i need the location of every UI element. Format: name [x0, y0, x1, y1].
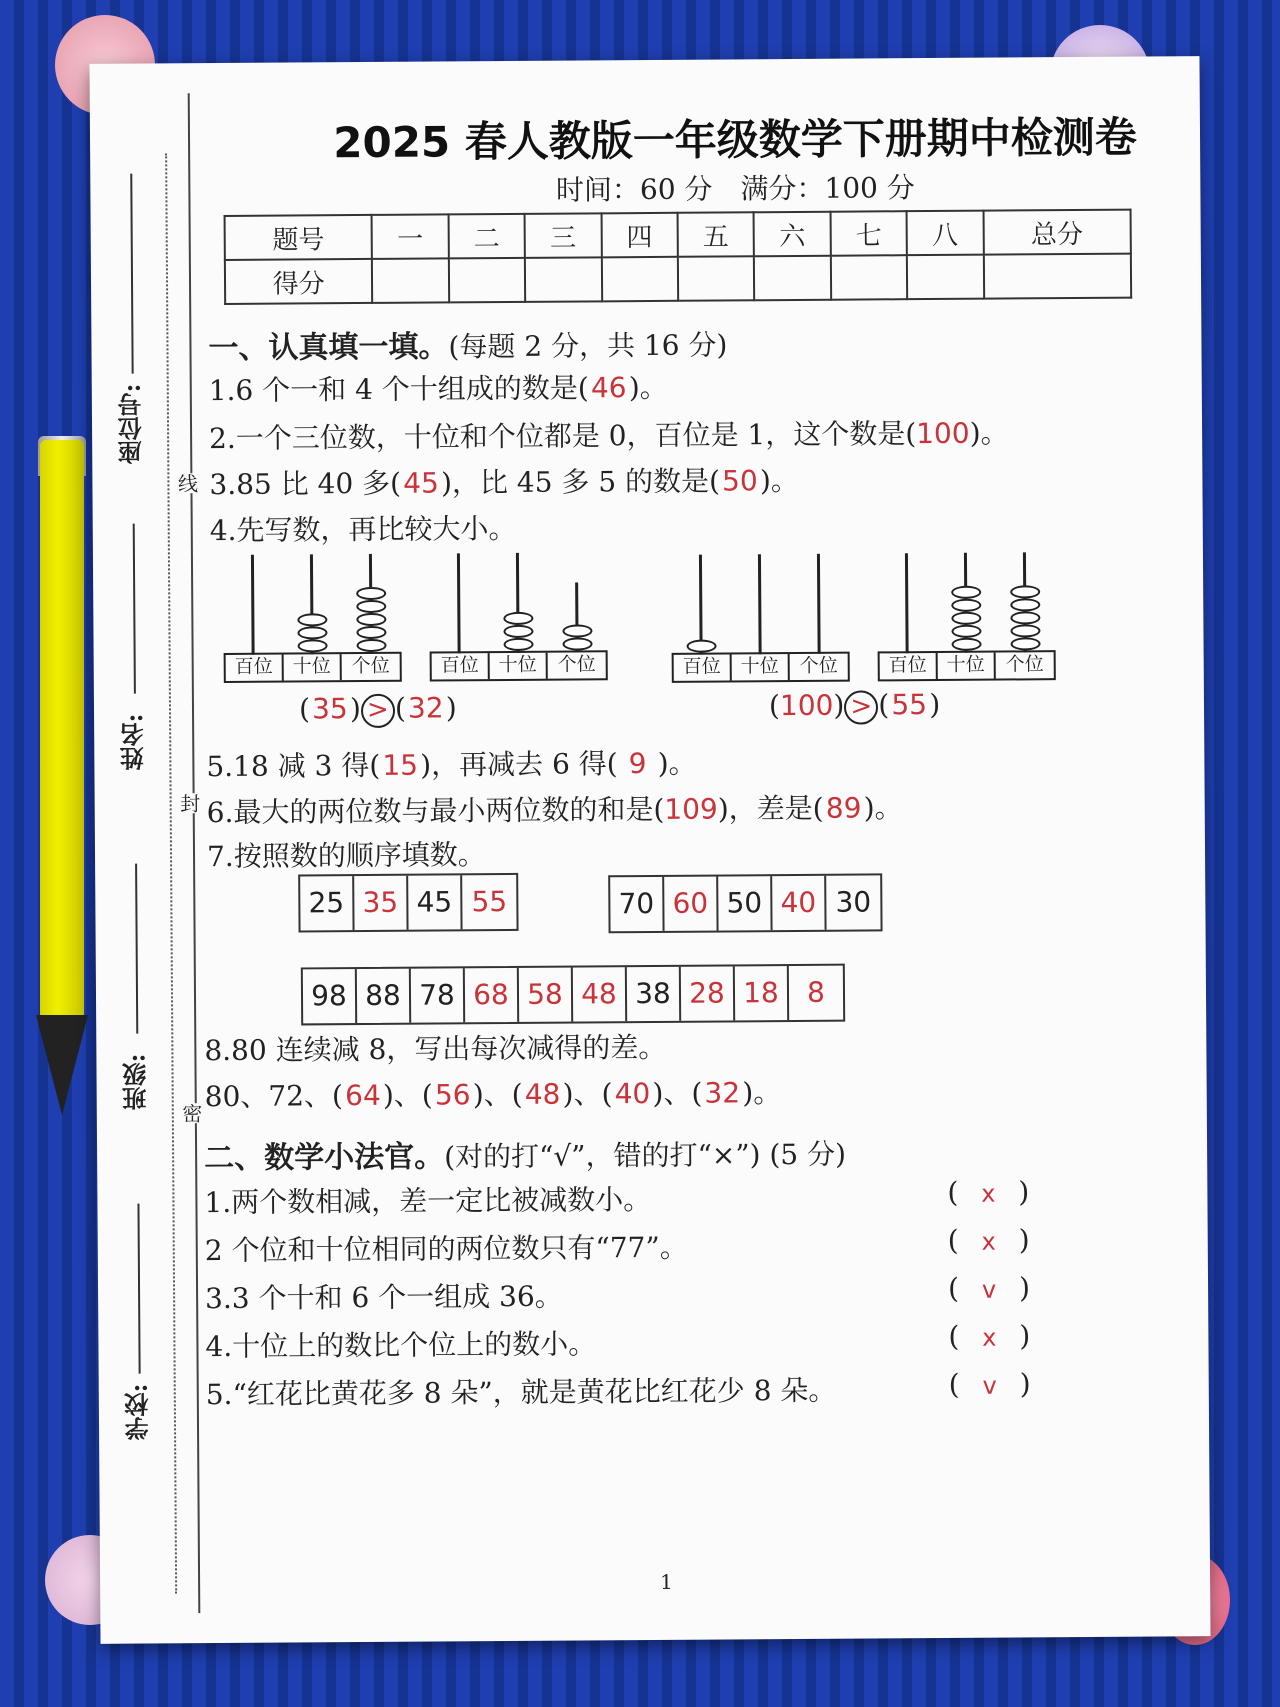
table-cell: 二	[448, 214, 525, 259]
score-input-cell[interactable]	[831, 255, 908, 300]
sequence-answer[interactable]: 18	[735, 966, 789, 1020]
answer[interactable]: 15	[382, 748, 419, 782]
table-cell: 五	[678, 212, 755, 257]
question-7: 7.按照数的顺序填数。	[206, 838, 486, 874]
abacus-55	[877, 550, 1058, 681]
seat-label: 座位号:	[116, 383, 147, 465]
cut-mark-xian: 线	[172, 473, 201, 493]
judge-item: 3.3 个十和 6 个一组成 36。	[205, 1279, 563, 1316]
dotted-cut-line	[165, 153, 177, 1593]
question-text: )，再减去 6 得(	[420, 747, 618, 782]
answer[interactable]: 109	[664, 792, 718, 826]
question-5	[206, 742, 696, 785]
sequence-answer[interactable]: 35	[354, 876, 408, 930]
question-text: 5.18 减 3 得(	[206, 748, 381, 784]
table-cell: 四	[601, 213, 678, 258]
sequence-answer[interactable]: 40	[772, 876, 826, 930]
judge-item: 1.两个数相减，差一定比被减数小。	[204, 1183, 652, 1220]
table-cell: 三	[525, 213, 602, 258]
cut-mark-mi: 密	[177, 1103, 206, 1123]
sequence-cell: 88	[357, 969, 411, 1023]
judge-item: 5.“红花比黄花多 8 朵”，就是黄花比红花少 8 朵。	[205, 1373, 837, 1412]
question-text: )。	[759, 463, 799, 498]
sequence-answer[interactable]: 60	[664, 877, 718, 931]
question-text: )。	[742, 1076, 782, 1110]
exam-info: 时间：60 分 满分：100 分	[555, 171, 915, 207]
compare-sign[interactable]: >	[844, 690, 878, 724]
question-text: )，差是(	[717, 791, 824, 826]
page-number: 1	[660, 1569, 673, 1594]
exam-paper	[89, 56, 1210, 1644]
answer[interactable]: 48	[524, 1077, 561, 1111]
answer[interactable]: x	[981, 1227, 996, 1256]
section2-note: (对的打“√”，错的打“×”) (5 分)	[444, 1137, 847, 1174]
answer[interactable]: 55	[891, 688, 928, 722]
section2-title: 二、数学小法官。	[204, 1139, 445, 1177]
question-text: )。	[657, 746, 697, 780]
compare-sign[interactable]: >	[361, 693, 395, 727]
place-label: 个位	[799, 654, 838, 677]
section1-title: 一、认真填一填。	[208, 329, 449, 367]
compare-2: (100) > (55)	[768, 687, 941, 723]
answer[interactable]: 32	[704, 1076, 741, 1110]
question-text: )，比 45 多 5 的数是(	[440, 464, 721, 500]
seat-blank	[130, 174, 133, 374]
answer[interactable]: 50	[721, 464, 758, 498]
abacus-100	[671, 552, 852, 683]
place-label: 百位	[674, 654, 732, 680]
judge-mark: ( v )	[948, 1367, 1031, 1401]
score-input-cell[interactable]	[907, 255, 984, 300]
name-blank	[133, 524, 136, 694]
score-table-header-row	[225, 210, 1131, 260]
sequence-answer[interactable]: 58	[519, 968, 573, 1022]
judge-mark: ( v )	[947, 1271, 1031, 1305]
cut-mark-feng: 封	[175, 793, 204, 813]
section1-note: (每题 2 分，共 16 分)	[448, 328, 728, 364]
table-cell: 总分	[983, 210, 1131, 255]
abacus-35	[223, 552, 404, 683]
question-text: )、(	[562, 1077, 613, 1111]
question-4: 4.先写数，再比较大小。	[209, 511, 517, 548]
question-text: )、(	[652, 1076, 703, 1110]
place-label: 个位	[351, 654, 390, 678]
answer[interactable]: 35	[312, 692, 348, 726]
score-input-cell[interactable]	[983, 254, 1131, 299]
score-input-cell[interactable]	[449, 258, 526, 303]
answer[interactable]: 32	[407, 691, 444, 725]
judge-item: 4.十位上的数比个位上的数小。	[205, 1327, 597, 1364]
sequence-2	[608, 873, 882, 933]
question-3	[209, 459, 799, 503]
section2-heading	[204, 1129, 846, 1177]
place-label: 百位	[880, 653, 938, 679]
answer[interactable]: v	[981, 1275, 997, 1304]
section1-heading	[208, 319, 727, 367]
question-text: 3.85 比 40 多(	[209, 466, 402, 502]
question-6	[207, 786, 903, 831]
judge-mark: ( x )	[948, 1319, 1031, 1353]
question-text: 6.最大的两位数与最小两位数的和是(	[206, 792, 665, 830]
question-text: )。	[969, 416, 1009, 450]
pencil-tip	[36, 1015, 88, 1115]
binding-strip	[100, 93, 221, 1614]
binding-line	[188, 93, 201, 1613]
score-input-cell[interactable]	[678, 256, 755, 301]
score-input-cell[interactable]	[525, 257, 602, 302]
score-input-cell[interactable]	[601, 257, 678, 302]
place-label: 个位	[557, 653, 596, 676]
school-blank	[137, 1204, 140, 1374]
abacus-32	[429, 550, 610, 681]
judge-mark: ( x )	[947, 1175, 1030, 1209]
question-text: )。	[863, 791, 903, 825]
sequence-cell: 50	[718, 876, 772, 930]
sequence-cell: 25	[300, 876, 354, 930]
sequence-3	[301, 964, 845, 1026]
table-cell: 八	[907, 211, 984, 256]
table-cell: 六	[754, 212, 831, 257]
page-title: 2025 春人教版一年级数学下册期中检测卷	[333, 112, 1137, 168]
question-8-answers	[205, 1071, 782, 1115]
class-label: 班级:	[121, 1053, 151, 1111]
score-input-cell[interactable]	[372, 258, 449, 303]
sequence-cell: 98	[303, 969, 357, 1023]
table-cell: 得分	[225, 259, 373, 304]
question-text: )、(	[382, 1078, 433, 1112]
answer[interactable]: 100	[916, 416, 970, 451]
answer[interactable]: x	[981, 1179, 996, 1208]
table-cell: 一	[372, 214, 449, 259]
score-table	[224, 209, 1133, 305]
question-2	[209, 411, 1009, 457]
sequence-cell: 30	[835, 885, 872, 919]
question-text: 80、72、(	[204, 1079, 344, 1114]
judge-item: 2 个位和十位相同的两位数只有“77”。	[204, 1230, 688, 1268]
answer[interactable]: 64	[344, 1078, 381, 1113]
name-label: 姓名:	[119, 713, 149, 771]
sequence-cell: 45	[408, 875, 462, 929]
table-cell: 七	[830, 211, 907, 256]
place-label: 十位	[938, 653, 996, 679]
question-8: 8.80 连续减 8，写出每次减得的差。	[204, 1030, 667, 1068]
place-label: 个位	[1005, 653, 1044, 676]
answer[interactable]: 89	[825, 791, 862, 825]
score-input-cell[interactable]	[754, 256, 831, 301]
question-text: 1.6 个一和 4 个十组成的数是(	[208, 371, 589, 408]
sequence-answer[interactable]: 48	[573, 967, 627, 1021]
sequence-answer[interactable]: 8	[806, 975, 826, 1009]
compare-1: (35) > (32)	[299, 691, 457, 728]
answer[interactable]: 45	[403, 466, 439, 500]
answer[interactable]: 46	[590, 371, 627, 405]
answer[interactable]: 9	[628, 747, 647, 781]
school-label: 学校:	[123, 1383, 154, 1441]
place-label: 百位	[432, 653, 490, 679]
score-table-score-row	[225, 254, 1131, 304]
sequence-cell: 70	[610, 877, 664, 931]
question-1	[209, 366, 668, 409]
place-label: 十位	[490, 653, 548, 679]
pencil	[40, 440, 84, 1020]
answer[interactable]: v	[982, 1371, 997, 1400]
sequence-answer[interactable]: 55	[471, 884, 508, 919]
class-blank	[135, 864, 138, 1034]
sequence-cell: 38	[627, 967, 681, 1021]
sequence-answer[interactable]: 28	[681, 966, 735, 1020]
sequence-1	[298, 873, 518, 933]
judge-mark: ( x )	[947, 1223, 1030, 1257]
answer[interactable]: 56	[434, 1078, 471, 1112]
question-text: 2.一个三位数，十位和个位都是 0，百位是 1，这个数是(	[209, 417, 917, 456]
place-label: 十位	[732, 654, 790, 680]
answer[interactable]: 100	[779, 688, 834, 723]
table-cell: 题号	[225, 215, 373, 260]
answer[interactable]: 40	[614, 1077, 651, 1111]
sequence-cell: 78	[411, 968, 465, 1022]
question-text: )。	[628, 370, 668, 405]
place-label: 十位	[284, 654, 342, 680]
answer[interactable]: x	[982, 1323, 997, 1352]
place-label: 百位	[226, 655, 284, 681]
question-text: )、(	[472, 1077, 523, 1112]
sequence-answer[interactable]: 68	[465, 968, 519, 1022]
